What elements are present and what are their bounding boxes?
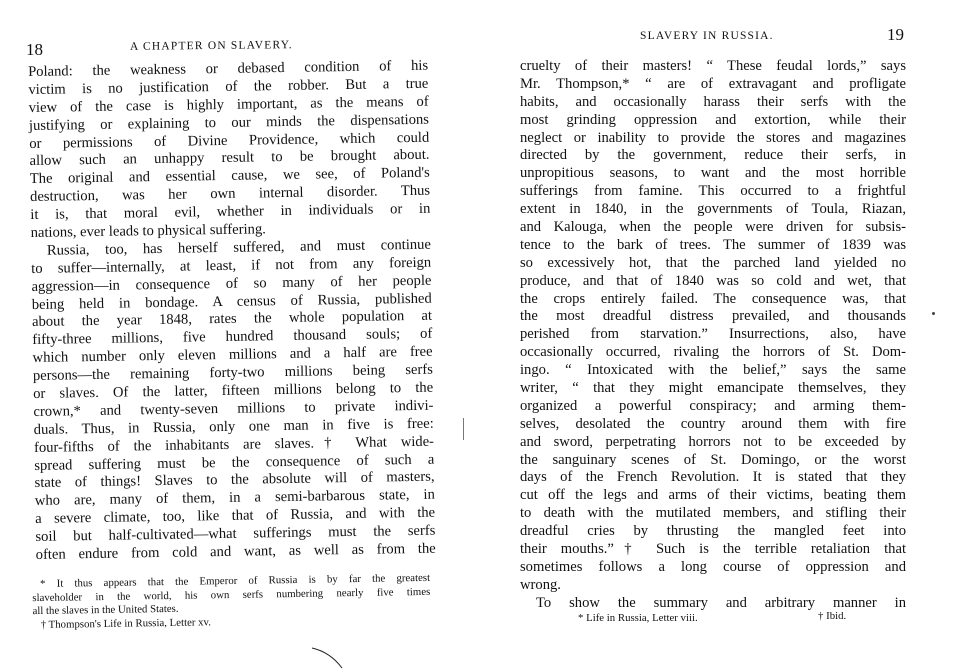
text-line: sometimes follows a long course of oppression and	[520, 558, 906, 575]
text-line: days of the French Revolution. It is stated that they	[520, 469, 906, 486]
text-line: persons—the remaining forty-two millions being serfs	[32, 361, 433, 385]
text-line: The original and essential cause, we see, of Poland's	[29, 165, 430, 188]
text-line: the crops entirely failed. The consequence was, that	[520, 290, 906, 307]
footnote: † Ibid.	[818, 610, 847, 622]
text-line: occasionally occurred, rivaling the horrors of St. Dom-	[520, 344, 906, 361]
text-line: destruction, was her own internal disorder. Thus	[29, 182, 431, 206]
running-head: A CHAPTER ON SLAVERY.	[129, 39, 293, 53]
text-line: being held in bondage. A census of Russia, published	[31, 290, 432, 313]
running-head: SLAVERY IN RUSSIA.	[640, 30, 774, 42]
text-line: nations, ever leads to physical suffering.	[30, 221, 266, 241]
text-line: and sword, perpetrating horrors not to be exceeded by	[520, 433, 906, 450]
text-line: and Kalouga, when the people were driven for subsis-	[520, 219, 906, 236]
text-line: writer, “ that they might emancipate themselves, they	[520, 380, 906, 397]
text-line: dreadful cries by thrusting the mangled feet into	[520, 523, 906, 540]
footnote-line: slaveholder in the world, his own serfs numbering nearly five times	[32, 585, 431, 604]
text-line: view of the case is highly important, as the means of	[28, 93, 429, 116]
text-line: the sanguinary scenes of St. Domingo, or the worst	[520, 451, 906, 468]
text-line: who are, many of them, in a semi-barbarous state, in	[34, 487, 435, 510]
text-line: perished from starvation.” Insurrections, also, have	[520, 326, 906, 343]
scratch-stroke	[312, 648, 342, 668]
text-line: to suffer—internally, at least, if not from any foreign	[31, 254, 432, 277]
text-line: or slaves. Of the latter, fifteen millions belong to the	[33, 379, 434, 402]
text-line: duals. Thus, in Russia, only one man in five is free:	[33, 415, 434, 438]
text-line: allow such an unhappy result to be brought about.	[29, 147, 430, 170]
page-number: 19	[887, 25, 904, 44]
text-line: victim is no justification of the robber. But a true	[28, 75, 429, 98]
text-line: directed by the government, reduce their serfs, in	[520, 147, 906, 164]
text-line: most grinding oppression and extortion, while their	[520, 111, 906, 128]
text-line: often endure from cold and want, as well as from the	[35, 540, 436, 563]
text-line: To show the summary and arbitrary manner in	[536, 594, 906, 611]
text-line: their mouths.”† Such is the terrible retaliation that	[520, 541, 906, 558]
footnote: * Life in Russia, Letter viii.	[578, 612, 698, 624]
text-line: selves, desolated the country around them with fire	[520, 415, 906, 432]
text-line: the most dreadful distress prevailed, and thousands	[520, 308, 906, 325]
text-line: it is, that moral evil, whether in individuals or in	[30, 200, 431, 224]
footnote-line: † Thompson's Life in Russia, Letter xv.	[40, 616, 211, 631]
text-line: wrong.	[520, 576, 561, 593]
text-line: state of things! Slaves to the absolute will of masters,	[34, 469, 435, 492]
text-line: Mr. Thompson,* “ are of extravagant and profligate	[520, 75, 906, 92]
text-line: to death with the mutilated members, and stifling their	[520, 505, 906, 522]
text-line: extent in 1840, in the governments of Toula, Riazan,	[520, 201, 906, 218]
text-line: aggression—in consequence of so many of her people	[31, 272, 432, 295]
text-line: cruelty of their masters! “ These feudal lords,” says	[520, 58, 906, 74]
text-line: fifty-three millions, five hundred thousand souls; of	[32, 326, 433, 349]
text-line: a severe climate, too, like that of Russia, and with the	[35, 504, 436, 528]
text-line: four-fifths of the inhabitants are slaves.† What wide-	[33, 433, 435, 456]
text-line: Poland: the weakness or debased condition of his	[28, 57, 429, 80]
text-line: crown,* and twenty-seven millions to private indivi-	[33, 397, 434, 420]
text-line: about the year 1848, rates the whole population at	[31, 308, 433, 331]
text-line: Russia, too, has herself suffered, and must continue	[46, 236, 432, 259]
text-line: unpropitious seasons, to want and the most horrible	[520, 165, 906, 182]
text-line: spread suffering must be the consequence of such a	[34, 451, 435, 474]
text-line: tence to the bark of trees. The summer of 1839 was	[520, 236, 906, 253]
text-line: organized a powerful conspiracy; and arming them-	[520, 397, 906, 414]
footnote-line: all the slaves in the United States.	[32, 603, 179, 618]
text-line: cut off the legs and arms of their victims, beating them	[520, 487, 906, 504]
text-line: which number only eleven millions and a half are free	[32, 343, 433, 367]
text-line: sufferings from famine. This occurred to a frightful	[520, 183, 906, 200]
text-line: or permissions of Divine Providence, which could	[29, 129, 430, 152]
text-line: habits, and occasionally harass their serfs with the	[520, 93, 906, 110]
text-line: justifying or explaining to our minds the dispensations	[28, 111, 430, 134]
text-line: soil but half-cultivated—what sufferings must the serfs	[35, 522, 436, 546]
text-line: so excessively hot, that the parched land yielded no	[520, 254, 906, 271]
page-number: 18	[26, 40, 43, 59]
text-line: neglect or inability to provide the stores and magazines	[520, 129, 906, 146]
text-line: ingo. “ Intoxicated with the belief,” says the same	[520, 362, 906, 379]
text-line: produce, and that of 1840 was so cold and wet, that	[520, 272, 906, 289]
footnote-line: * It thus appears that the Emperor of Russia is by far the greatest	[40, 571, 431, 590]
